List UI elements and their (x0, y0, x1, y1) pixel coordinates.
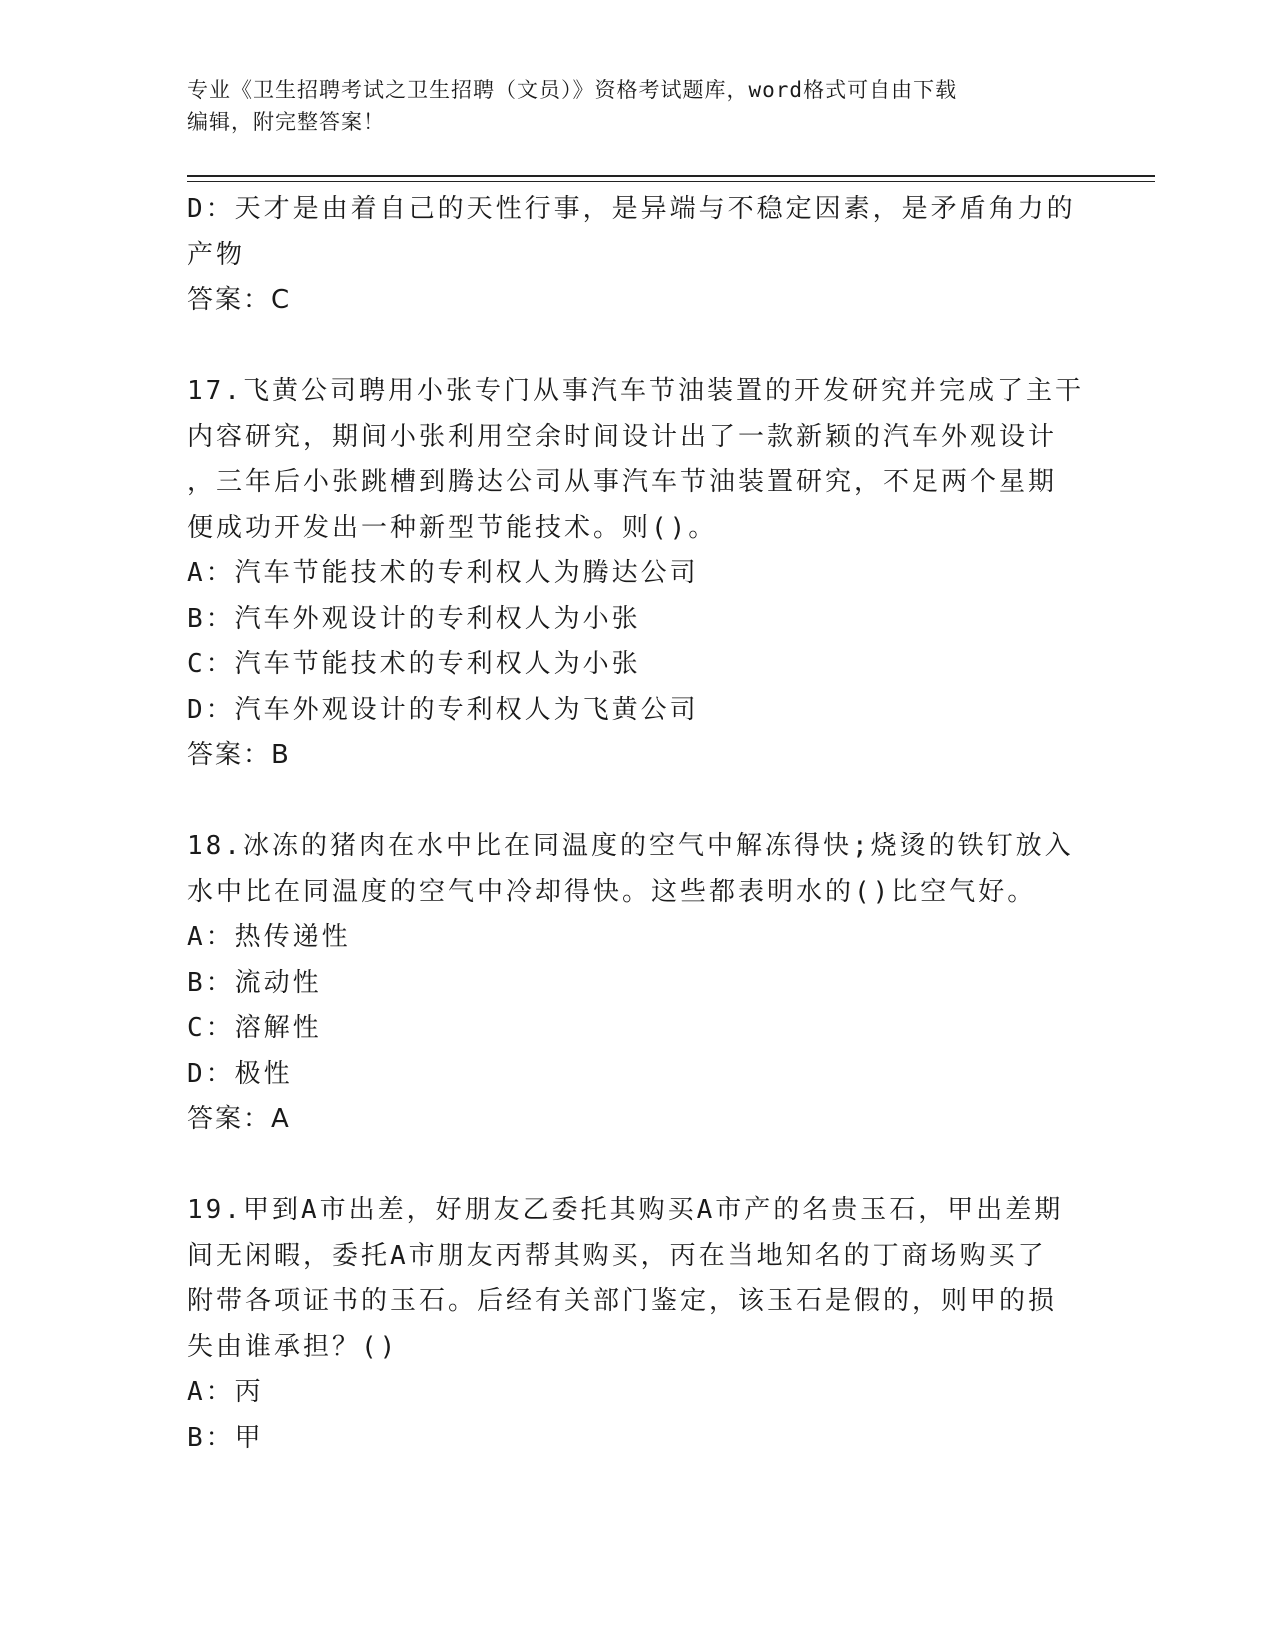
document-body (187, 187, 1087, 1461)
answer: 答案：A (187, 1104, 291, 1134)
question-19 (187, 1188, 1087, 1461)
option-d-line-2: 产物 (187, 239, 246, 270)
header-line-1: 专业《卫生招聘考试之卫生招聘（文员）》资格考试题库，word格式可自由下载 (187, 78, 958, 102)
option-a: A：丙 (187, 1377, 264, 1407)
question-stem-line: 便成功开发出一种新型节能技术。则()。 (187, 512, 718, 543)
option-b: B：汽车外观设计的专利权人为小张 (187, 603, 641, 634)
header-divider-thick (187, 175, 1155, 177)
question-17 (187, 369, 1087, 779)
option-d: D：汽车外观设计的专利权人为飞黄公司 (187, 694, 699, 725)
spacer (187, 1143, 1087, 1189)
spacer (187, 324, 1087, 370)
option-c: C：汽车节能技术的专利权人为小张 (187, 649, 641, 679)
answer: 答案：B (187, 740, 291, 770)
question-stem-line: 17.飞黄公司聘用小张专门从事汽车节油装置的开发研究并完成了主干 (187, 376, 1084, 406)
question-stem-line: 18.冰冻的猪肉在水中比在同温度的空气中解冻得快;烧烫的铁钉放入 (187, 831, 1074, 861)
option-a: A：汽车节能技术的专利权人为腾达公司 (187, 558, 699, 588)
question-stem-line: 附带各项证书的玉石。后经有关部门鉴定，该玉石是假的，则甲的损 (187, 1286, 1058, 1316)
question-18 (187, 824, 1087, 1143)
question-stem-line: 内容研究，期间小张利用空余时间设计出了一款新颖的汽车外观设计 (187, 421, 1058, 452)
question-stem-line: 水中比在同温度的空气中冷却得快。这些都表明水的()比空气好。 (187, 876, 1037, 907)
option-c: C：溶解性 (187, 1013, 322, 1043)
option-a: A：热传递性 (187, 922, 351, 952)
document-header (187, 74, 1087, 138)
option-d-line-1: D：天才是由着自己的天性行事，是异端与不稳定因素，是矛盾角力的 (187, 194, 1076, 224)
option-b: B：甲 (187, 1422, 264, 1453)
spacer (187, 779, 1087, 825)
option-b: B：流动性 (187, 967, 322, 998)
header-divider-thin (187, 181, 1155, 182)
answer: 答案：C (187, 285, 292, 315)
question-stem-line: ，三年后小张跳槽到腾达公司从事汽车节油装置研究，不足两个星期 (187, 467, 1058, 497)
option-d: D：极性 (187, 1058, 293, 1089)
header-line-2: 编辑，附完整答案！ (187, 110, 385, 134)
question-stem-line: 19.甲到A市出差，好朋友乙委托其购买A市产的名贵玉石，甲出差期 (187, 1195, 1064, 1225)
question-stem-line: 间无闲暇，委托A市朋友丙帮其购买，丙在当地知名的丁商场购买了 (187, 1240, 1047, 1271)
question-16-tail (187, 187, 1087, 324)
question-stem-line: 失由谁承担？() (187, 1331, 399, 1362)
